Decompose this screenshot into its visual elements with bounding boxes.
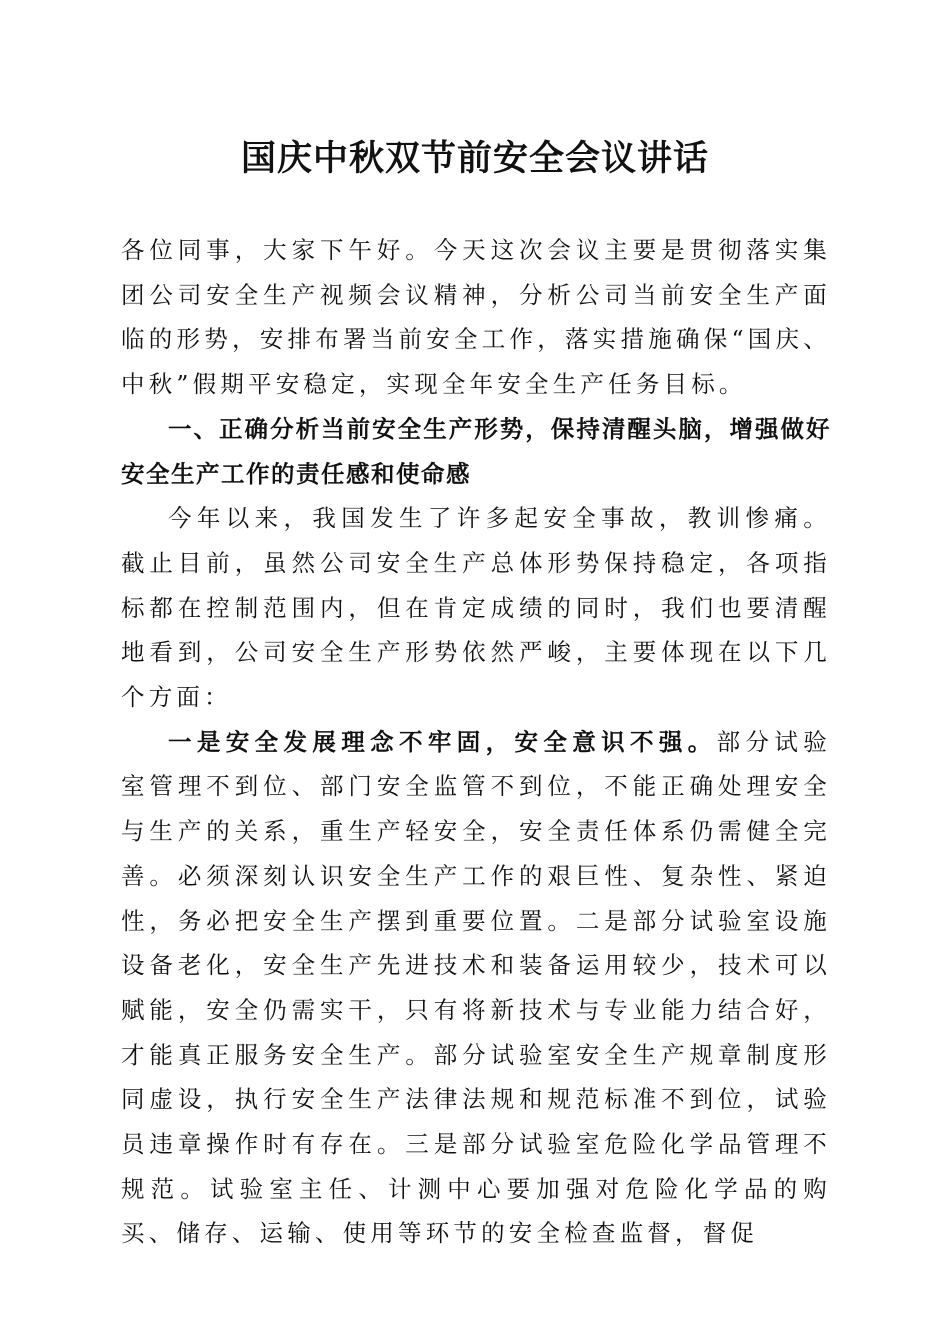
issues-paragraph-text: 部分试验室管理不到位、部门安全监管不到位，不能正确处理安全与生产的关系，重生产轻安全，安全责任体系仍需健全完善。必须深刻认识安全生产工作的艰巨性、复杂性、紧迫性，务必把安全生产摆到重要位置。二是部分试验室设施设备老化，安全生产先进技术和装备运用较少，技术可以赋能，安全仍需实干，只有将新技术与专业能力结合好，才能真正服务安全生产。部分试验室安全生产规章制度形同虚设，执行安全生产法律法规和规范标准不到位，试验员违章操作时有存在。三是部分试验室危险化学品管理不规范。试验室主任、计测中心要加强对危险化学品的购买、储存、运输、使用等环节的安全检查监督，督促 [121, 727, 831, 1248]
issues-lead-text: 一是安全发展理念不牢固，安全意识不强。 [168, 727, 717, 756]
section-heading-text: 一、正确分析当前安全生产形势，保持清醒头脑，增强做好安全生产工作的责任感和使命感 [121, 414, 831, 488]
document-title: 国庆中秋双节前安全会议讲话 [240, 138, 709, 179]
opening-paragraph [121, 228, 831, 407]
situation-paragraph-text: 今年以来，我国发生了许多起安全事故，教训惨痛。截止目前，虽然公司安全生产总体形势保持稳定，各项指标都在控制范围内，但在肯定成绩的同时，我们也要清醒地看到，公司安全生产形势依然严峻，主要体现在以下几个方面： [121, 504, 831, 712]
document-body [121, 228, 831, 1256]
section-heading [121, 407, 831, 496]
situation-paragraph [121, 496, 831, 720]
issues-paragraph [121, 720, 831, 1256]
opening-paragraph-text: 各位同事，大家下午好。今天这次会议主要是贯彻落实集团公司安全生产视频会议精神，分析公司当前安全生产面临的形势，安排布署当前安全工作，落实措施确保“国庆、中秋”假期平安稳定，实现全年安全生产任务目标。 [121, 236, 831, 399]
